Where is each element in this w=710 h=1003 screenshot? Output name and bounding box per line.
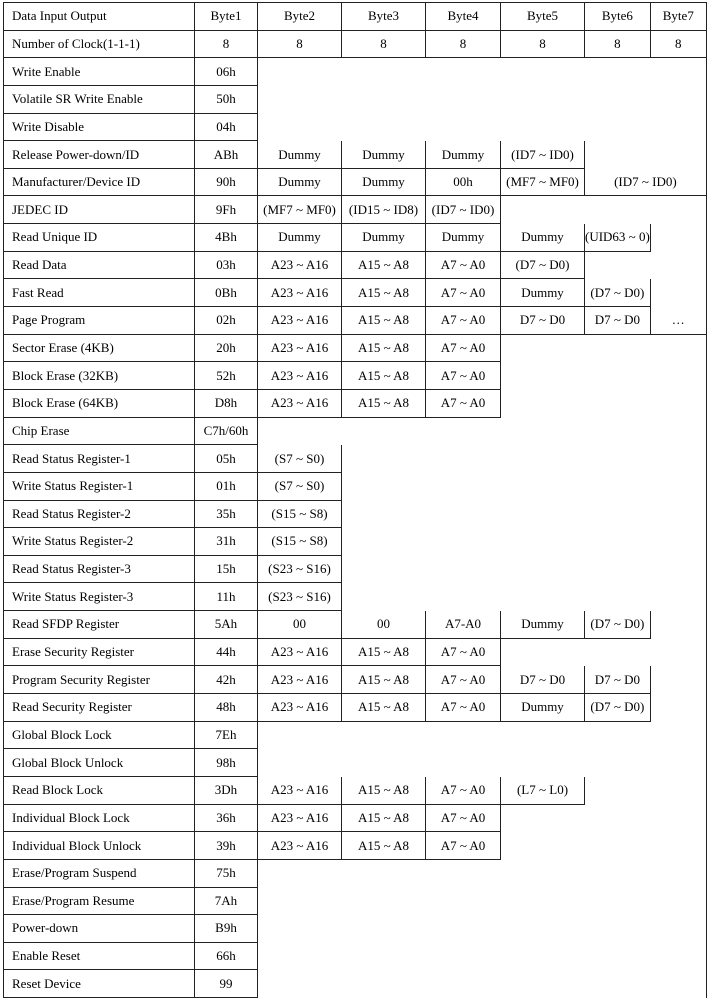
byte-cell: (S7 ~ S0) [258, 472, 342, 500]
byte-header: Byte1 [195, 3, 258, 31]
byte-cell: 00h [426, 168, 501, 196]
instruction-name: Chip Erase [4, 417, 195, 445]
instruction-name: Fast Read [4, 279, 195, 307]
byte-cell: (ID7 ~ ID0) [585, 168, 707, 196]
empty-cell [258, 915, 707, 943]
byte-cell: A15 ~ A8 [342, 334, 426, 362]
clock-label: Number of Clock(1-1-1) [4, 30, 195, 58]
instruction-code: 35h [195, 500, 258, 528]
byte-cell: A23 ~ A16 [258, 832, 342, 860]
byte-cell: A15 ~ A8 [342, 638, 426, 666]
empty-cell [258, 749, 707, 777]
byte-cell: A23 ~ A16 [258, 279, 342, 307]
instruction-code: 50h [195, 85, 258, 113]
instruction-name: Block Erase (64KB) [4, 389, 195, 417]
byte-cell: (ID7 ~ ID0) [501, 141, 585, 169]
table-row [4, 334, 707, 362]
byte-cell: (MF7 ~ MF0) [258, 196, 342, 224]
instruction-code: 06h [195, 58, 258, 86]
instruction-name: Individual Block Unlock [4, 832, 195, 860]
instruction-code: 75h [195, 859, 258, 887]
table-row [4, 196, 707, 224]
byte-cell: (D7 ~ D0) [585, 279, 651, 307]
empty-cell [501, 362, 707, 390]
byte-cell: … [650, 307, 706, 335]
table-row [4, 611, 707, 639]
instruction-name: Erase Security Register [4, 638, 195, 666]
instruction-name: Page Program [4, 307, 195, 335]
instruction-name: Sector Erase (4KB) [4, 334, 195, 362]
instruction-code: 39h [195, 832, 258, 860]
byte-cell: A15 ~ A8 [342, 307, 426, 335]
instruction-name: Read Data [4, 251, 195, 279]
instruction-code: 0Bh [195, 279, 258, 307]
instruction-name: Volatile SR Write Enable [4, 85, 195, 113]
table-row [4, 555, 707, 583]
byte-cell: Dummy [342, 168, 426, 196]
clock-count: 8 [650, 30, 706, 58]
empty-cell [258, 113, 707, 141]
byte-cell: (UID63 ~ 0) [585, 224, 651, 252]
instruction-code: 44h [195, 638, 258, 666]
instruction-name: Read Status Register-3 [4, 555, 195, 583]
table-row [4, 528, 707, 556]
clock-count: 8 [195, 30, 258, 58]
table-row [4, 224, 707, 252]
table-row [4, 583, 707, 611]
byte-cell: A7 ~ A0 [426, 362, 501, 390]
byte-cell: D7 ~ D0 [501, 307, 585, 335]
byte-header: Byte6 [585, 3, 651, 31]
table-row [4, 942, 707, 970]
byte-cell: Dummy [501, 611, 585, 639]
byte-cell: D7 ~ D0 [585, 307, 651, 335]
instruction-code: ABh [195, 141, 258, 169]
byte-cell: A7 ~ A0 [426, 279, 501, 307]
byte-header: Byte3 [342, 3, 426, 31]
table-row [4, 307, 707, 335]
byte-cell: (S23 ~ S16) [258, 583, 342, 611]
instruction-name: Global Block Lock [4, 721, 195, 749]
clock-count: 8 [258, 30, 342, 58]
instruction-code: 11h [195, 583, 258, 611]
byte-cell: A23 ~ A16 [258, 666, 342, 694]
instruction-name: Erase/Program Suspend [4, 859, 195, 887]
empty-cell [501, 638, 707, 666]
instruction-name: Write Status Register-1 [4, 472, 195, 500]
byte-cell: A23 ~ A16 [258, 638, 342, 666]
instruction-code: 66h [195, 942, 258, 970]
instruction-code: D8h [195, 389, 258, 417]
byte-cell: (ID15 ~ ID8) [342, 196, 426, 224]
byte-cell: A7 ~ A0 [426, 334, 501, 362]
instruction-code: 42h [195, 666, 258, 694]
instruction-code: 03h [195, 251, 258, 279]
byte-cell: A15 ~ A8 [342, 776, 426, 804]
table-row [4, 832, 707, 860]
byte-cell: A15 ~ A8 [342, 804, 426, 832]
table-row [4, 500, 707, 528]
byte-cell: A23 ~ A16 [258, 251, 342, 279]
table-row [4, 58, 707, 86]
empty-cell [258, 85, 707, 113]
instruction-code: 01h [195, 472, 258, 500]
instruction-code: B9h [195, 915, 258, 943]
instruction-name: Write Status Register-3 [4, 583, 195, 611]
table-row [4, 445, 707, 473]
table-row [4, 113, 707, 141]
byte-cell: A7 ~ A0 [426, 804, 501, 832]
instruction-code: 05h [195, 445, 258, 473]
instruction-name: Program Security Register [4, 666, 195, 694]
byte-cell: (D7 ~ D0) [501, 251, 585, 279]
header-label: Data Input Output [4, 3, 195, 31]
empty-cell [258, 942, 707, 970]
byte-cell: A15 ~ A8 [342, 389, 426, 417]
byte-cell: A23 ~ A16 [258, 307, 342, 335]
empty-cell [501, 334, 707, 362]
empty-cell [650, 666, 706, 694]
byte-cell: A7 ~ A0 [426, 251, 501, 279]
table-row [4, 141, 707, 169]
instruction-code: 04h [195, 113, 258, 141]
byte-cell: A7 ~ A0 [426, 389, 501, 417]
instruction-name: Read Block Lock [4, 776, 195, 804]
instruction-name: Manufacturer/Device ID [4, 168, 195, 196]
header-row [4, 3, 707, 31]
byte-cell: A7 ~ A0 [426, 307, 501, 335]
empty-cell [585, 251, 707, 279]
instruction-name: Global Block Unlock [4, 749, 195, 777]
instruction-name: Read Status Register-1 [4, 445, 195, 473]
byte-cell: Dummy [501, 224, 585, 252]
byte-cell: A15 ~ A8 [342, 251, 426, 279]
byte-cell: (D7 ~ D0) [585, 694, 651, 722]
instruction-code: 5Ah [195, 611, 258, 639]
empty-cell [342, 445, 707, 473]
byte-cell: A7 ~ A0 [426, 666, 501, 694]
byte-cell: (S7 ~ S0) [258, 445, 342, 473]
empty-cell [585, 776, 707, 804]
byte-header: Byte5 [501, 3, 585, 31]
instruction-name: Power-down [4, 915, 195, 943]
byte-cell: A23 ~ A16 [258, 334, 342, 362]
instruction-name: Read Unique ID [4, 224, 195, 252]
empty-cell [650, 694, 706, 722]
instruction-name: Read Security Register [4, 694, 195, 722]
instruction-rows [4, 58, 707, 998]
byte-cell: (S15 ~ S8) [258, 528, 342, 556]
instruction-code: 4Bh [195, 224, 258, 252]
byte-cell: Dummy [342, 224, 426, 252]
byte-cell: Dummy [426, 141, 501, 169]
table-row [4, 776, 707, 804]
instruction-table-container [3, 2, 707, 998]
instruction-code: 99 [195, 970, 258, 998]
byte-cell: Dummy [258, 224, 342, 252]
table-row [4, 417, 707, 445]
byte-cell: D7 ~ D0 [501, 666, 585, 694]
clock-count: 8 [501, 30, 585, 58]
byte-cell: Dummy [501, 279, 585, 307]
byte-cell: A7 ~ A0 [426, 638, 501, 666]
instruction-code: 9Fh [195, 196, 258, 224]
instruction-code: 48h [195, 694, 258, 722]
empty-cell [342, 528, 707, 556]
byte-cell: 00 [258, 611, 342, 639]
empty-cell [650, 224, 706, 252]
instruction-code: 02h [195, 307, 258, 335]
instruction-code: 52h [195, 362, 258, 390]
table-row [4, 472, 707, 500]
table-row [4, 694, 707, 722]
byte-header: Byte2 [258, 3, 342, 31]
empty-cell [258, 887, 707, 915]
byte-cell: A15 ~ A8 [342, 362, 426, 390]
byte-cell: A23 ~ A16 [258, 776, 342, 804]
empty-cell [342, 555, 707, 583]
instruction-code: C7h/60h [195, 417, 258, 445]
table-row [4, 970, 707, 998]
empty-cell [650, 611, 706, 639]
table-row [4, 887, 707, 915]
empty-cell [258, 58, 707, 86]
byte-header: Byte7 [650, 3, 706, 31]
byte-cell: 00 [342, 611, 426, 639]
byte-cell: (ID7 ~ ID0) [426, 196, 501, 224]
byte-cell: A15 ~ A8 [342, 832, 426, 860]
instruction-name: Individual Block Lock [4, 804, 195, 832]
byte-cell: Dummy [501, 694, 585, 722]
instruction-name: Block Erase (32KB) [4, 362, 195, 390]
table-row [4, 721, 707, 749]
empty-cell [501, 804, 707, 832]
byte-cell: A7-A0 [426, 611, 501, 639]
instruction-code: 98h [195, 749, 258, 777]
byte-cell: A23 ~ A16 [258, 694, 342, 722]
table-row [4, 362, 707, 390]
byte-cell: A23 ~ A16 [258, 804, 342, 832]
table-row [4, 85, 707, 113]
instruction-code: 3Dh [195, 776, 258, 804]
table-row [4, 638, 707, 666]
byte-cell: (D7 ~ D0) [585, 611, 651, 639]
byte-cell: (S23 ~ S16) [258, 555, 342, 583]
empty-cell [342, 583, 707, 611]
table-row [4, 389, 707, 417]
instruction-name: Reset Device [4, 970, 195, 998]
clock-count: 8 [426, 30, 501, 58]
empty-cell [258, 859, 707, 887]
empty-cell [501, 196, 707, 224]
instruction-name: Write Status Register-2 [4, 528, 195, 556]
instruction-name: Release Power-down/ID [4, 141, 195, 169]
byte-cell: (S15 ~ S8) [258, 500, 342, 528]
table-row [4, 915, 707, 943]
byte-cell: Dummy [258, 168, 342, 196]
instruction-code: 7Ah [195, 887, 258, 915]
byte-cell: (MF7 ~ MF0) [501, 168, 585, 196]
empty-cell [501, 389, 707, 417]
table-row [4, 666, 707, 694]
byte-cell: A23 ~ A16 [258, 389, 342, 417]
byte-cell: D7 ~ D0 [585, 666, 651, 694]
instruction-code: 20h [195, 334, 258, 362]
byte-cell: Dummy [426, 224, 501, 252]
clock-count: 8 [342, 30, 426, 58]
byte-header: Byte4 [426, 3, 501, 31]
table-row [4, 251, 707, 279]
empty-cell [258, 970, 707, 998]
clock-row [4, 30, 707, 58]
table-row [4, 804, 707, 832]
instruction-code: 36h [195, 804, 258, 832]
byte-cell: A15 ~ A8 [342, 666, 426, 694]
clock-count: 8 [585, 30, 651, 58]
empty-cell [258, 721, 707, 749]
empty-cell [258, 417, 707, 445]
table-row [4, 859, 707, 887]
byte-cell: A23 ~ A16 [258, 362, 342, 390]
instruction-name: Erase/Program Resume [4, 887, 195, 915]
instruction-name: JEDEC ID [4, 196, 195, 224]
empty-cell [342, 500, 707, 528]
byte-cell: A7 ~ A0 [426, 694, 501, 722]
instruction-name: Write Disable [4, 113, 195, 141]
byte-cell: A7 ~ A0 [426, 832, 501, 860]
table-row [4, 279, 707, 307]
instruction-table [3, 2, 707, 998]
byte-cell: Dummy [258, 141, 342, 169]
empty-cell [501, 832, 707, 860]
byte-cell: Dummy [342, 141, 426, 169]
table-row [4, 749, 707, 777]
instruction-code: 7Eh [195, 721, 258, 749]
instruction-code: 90h [195, 168, 258, 196]
instruction-code: 15h [195, 555, 258, 583]
instruction-name: Read Status Register-2 [4, 500, 195, 528]
byte-cell: (L7 ~ L0) [501, 776, 585, 804]
table-row [4, 168, 707, 196]
empty-cell [650, 279, 706, 307]
instruction-code: 31h [195, 528, 258, 556]
instruction-name: Read SFDP Register [4, 611, 195, 639]
instruction-name: Write Enable [4, 58, 195, 86]
byte-cell: A7 ~ A0 [426, 776, 501, 804]
byte-cell: A15 ~ A8 [342, 279, 426, 307]
empty-cell [585, 141, 707, 169]
empty-cell [342, 472, 707, 500]
byte-cell: A15 ~ A8 [342, 694, 426, 722]
instruction-name: Enable Reset [4, 942, 195, 970]
